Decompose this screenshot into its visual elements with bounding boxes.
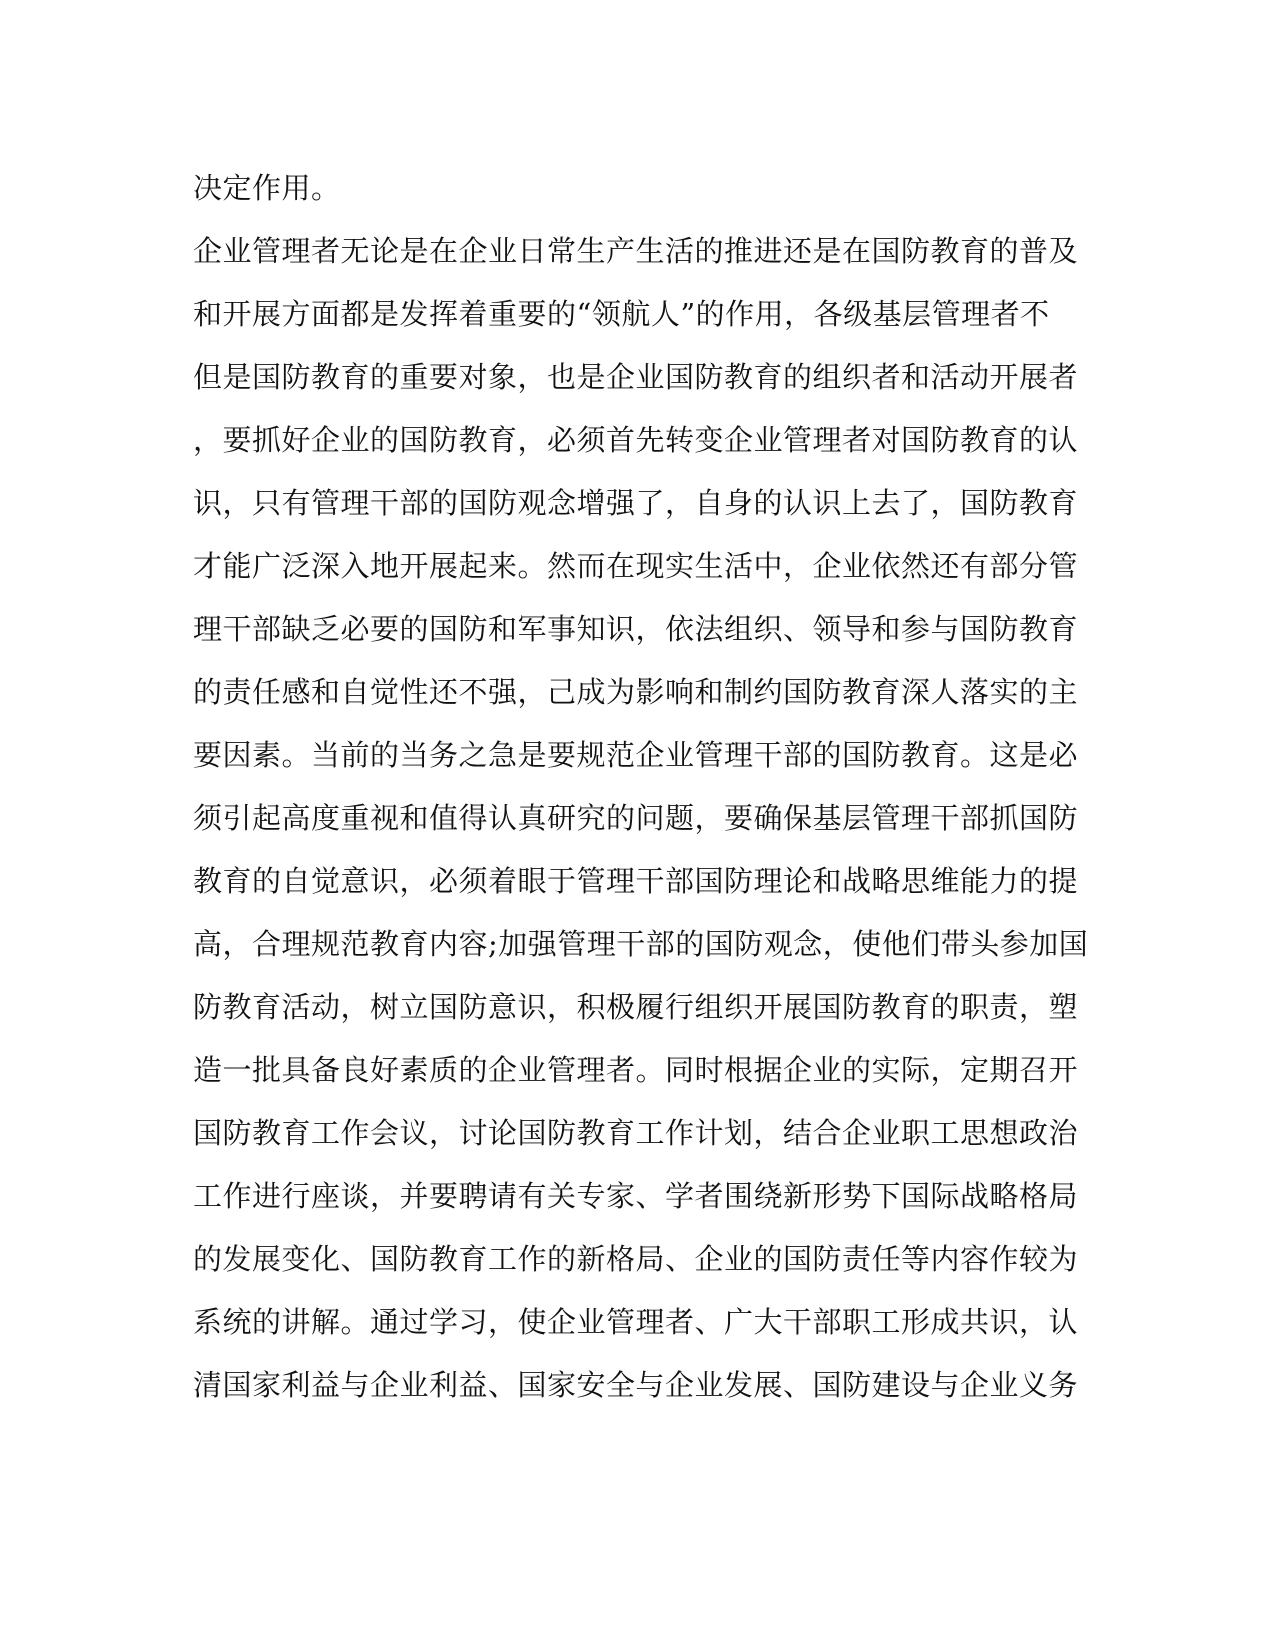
text-line: 国防教育工作会议，讨论国防教育工作计划，结合企业职工思想政治 xyxy=(193,1116,1079,1150)
body-text xyxy=(193,157,1093,1417)
text-line: 但是国防教育的重要对象，也是企业国防教育的组织者和活动开展者 xyxy=(193,360,1079,394)
text-line: 和开展方面都是发挥着重要的“领航人”的作用，各级基层管理者不 xyxy=(193,297,1050,331)
text-line: 要因素。当前的当务之急是要规范企业管理干部的国防教育。这是必 xyxy=(193,738,1079,772)
text-line: 造一批具备良好素质的企业管理者。同时根据企业的实际，定期召开 xyxy=(193,1053,1079,1087)
text-line: 教育的自觉意识，必须着眼于管理干部国防理论和战略思维能力的提 xyxy=(193,864,1079,898)
text-line: 工作进行座谈，并要聘请有关专家、学者围绕新形势下国际战略格局 xyxy=(193,1179,1079,1213)
text-line: 系统的讲解。通过学习，使企业管理者、广大干部职工形成共识，认 xyxy=(193,1305,1079,1339)
text-line: 高，合理规范教育内容;加强管理干部的国防观念，使他们带头参加国 xyxy=(193,927,1089,961)
text-line: ，要抓好企业的国防教育，必须首先转变企业管理者对国防教育的认 xyxy=(193,423,1079,457)
text-line: 防教育活动，树立国防意识，积极履行组织开展国防教育的职责，塑 xyxy=(193,990,1079,1024)
text-line: 须引起高度重视和值得认真研究的问题，要确保基层管理干部抓国防 xyxy=(193,801,1079,835)
text-line: 才能广泛深入地开展起来。然而在现实生活中，企业依然还有部分管 xyxy=(193,549,1079,583)
text-line: 的发展变化、国防教育工作的新格局、企业的国防责任等内容作较为 xyxy=(193,1242,1079,1276)
text-line: 企业管理者无论是在企业日常生产生活的推进还是在国防教育的普及 xyxy=(193,234,1079,268)
text-line: 的责任感和自觉性还不强，己成为影响和制约国防教育深人落实的主 xyxy=(193,675,1079,709)
text-line: 清国家利益与企业利益、国家安全与企业发展、国防建设与企业义务 xyxy=(193,1368,1079,1402)
text-line: 理干部缺乏必要的国防和军事知识，依法组织、领导和参与国防教育 xyxy=(193,612,1079,646)
text-line: 决定作用。 xyxy=(193,171,341,205)
text-line: 识，只有管理干部的国防观念增强了，自身的认识上去了，国防教育 xyxy=(193,486,1079,520)
